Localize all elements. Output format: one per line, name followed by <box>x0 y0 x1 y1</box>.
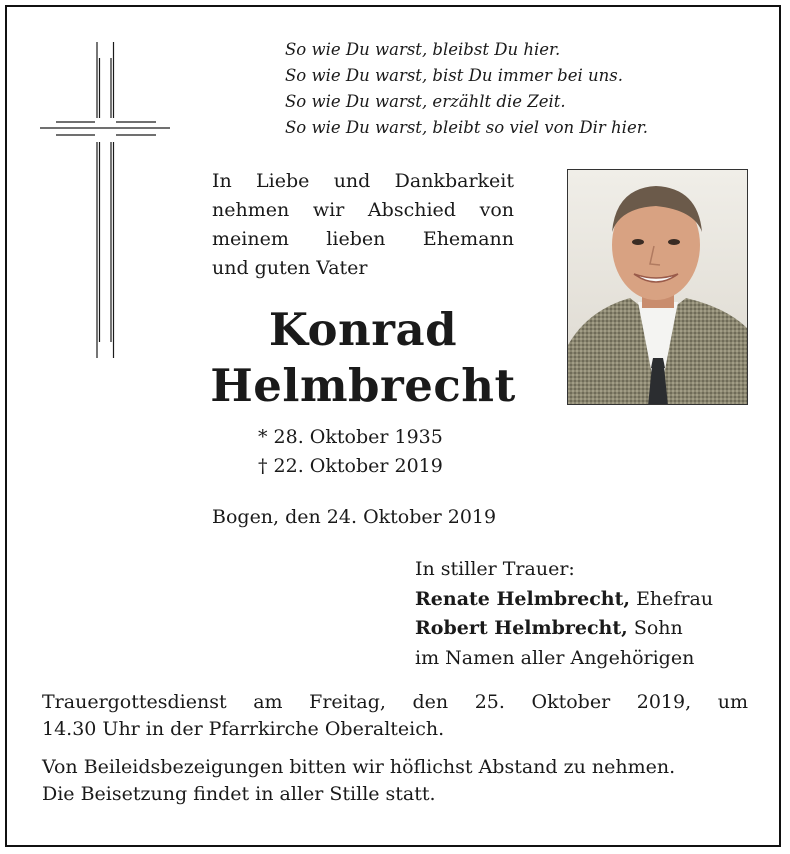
memorial-poem <box>285 37 648 141</box>
mourner-relation: Ehefrau <box>636 587 714 610</box>
mourners-closing: im Namen aller Angehörigen <box>415 646 695 669</box>
mourner-name: Renate Helmbrecht, <box>415 587 631 610</box>
service-line: 14.30 Uhr in der Pfarrkirche Oberalteich. <box>42 718 445 740</box>
intro-line: In Liebe und Dankbarkeit <box>212 170 514 192</box>
last-name: Helmbrecht <box>210 359 516 412</box>
cross-icon <box>38 38 172 363</box>
request-line: Von Beileidsbezeigungen bitten wir höflichst Abstand zu nehmen. <box>42 756 676 778</box>
request-line: Die Beisetzung findet in aller Stille statt. <box>42 783 436 805</box>
mourner-line <box>415 585 713 615</box>
portrait-photo <box>567 169 748 405</box>
mourner-name: Robert Helmbrecht, <box>415 617 628 639</box>
life-dates <box>258 423 443 481</box>
birth-date: * 28. Oktober 1935 <box>258 426 443 448</box>
mourner-relation: Sohn <box>633 617 683 639</box>
intro-line: und guten Vater <box>212 257 368 279</box>
first-name: Konrad <box>268 303 458 356</box>
poem-line: So wie Du warst, bleibst Du hier. <box>285 40 561 59</box>
mourners-block <box>415 555 713 673</box>
mourner-line <box>415 614 713 644</box>
funeral-service-info <box>42 689 748 743</box>
poem-line: So wie Du warst, bist Du immer bei uns. <box>285 66 623 85</box>
poem-line: So wie Du warst, bleibt so viel von Dir hier. <box>285 118 649 137</box>
condolence-request <box>42 754 752 808</box>
deceased-name <box>208 302 518 414</box>
poem-line: So wie Du warst, erzählt die Zeit. <box>285 92 566 111</box>
death-date: † 22. Oktober 2019 <box>258 455 443 477</box>
mourners-heading: In stiller Trauer: <box>415 558 575 580</box>
portrait-image <box>568 170 748 405</box>
service-line: Trauergottesdienst am Freitag, den 25. Oktober 2019, um <box>42 691 748 713</box>
intro-line: meinem lieben Ehemann <box>212 228 514 250</box>
farewell-intro <box>212 167 514 283</box>
place-and-date: Bogen, den 24. Oktober 2019 <box>212 506 497 528</box>
intro-line: nehmen wir Abschied von <box>212 199 514 221</box>
